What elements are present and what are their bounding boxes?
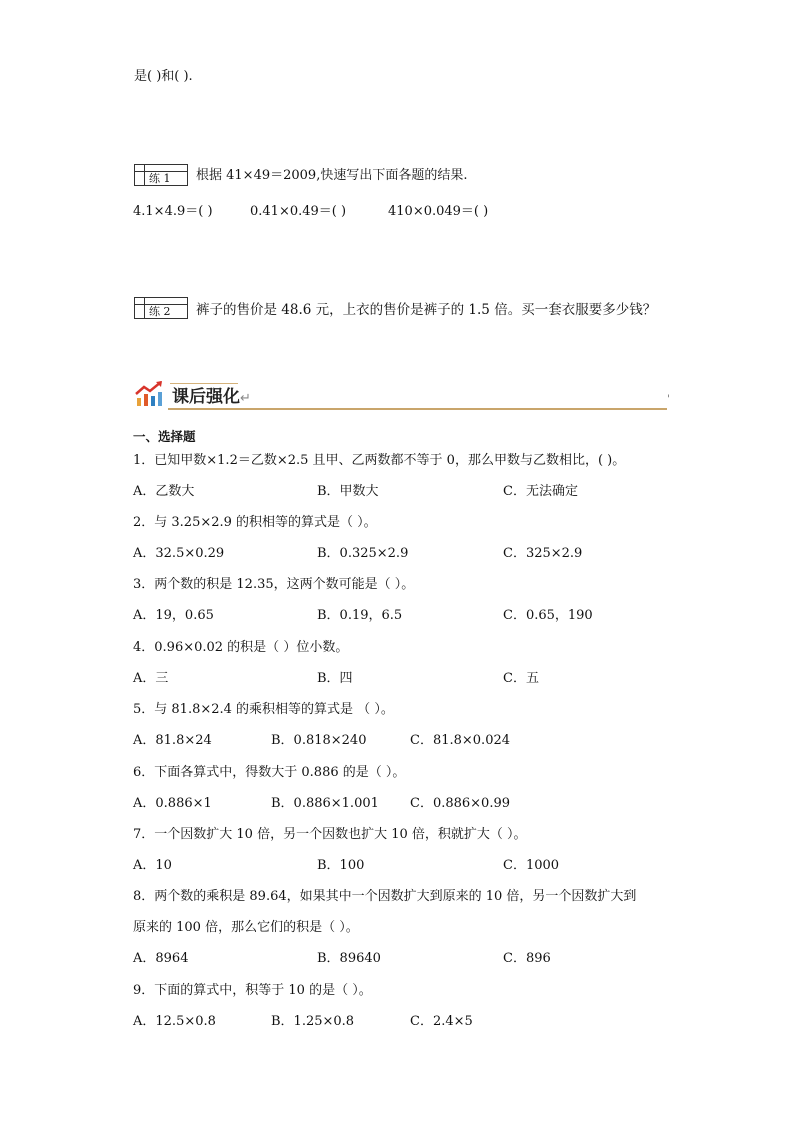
question-stem: 9．下面的算式中，积等于 10 的是（ ）。 bbox=[133, 983, 372, 998]
choice-option: B．四 bbox=[317, 671, 353, 686]
choice-option: A．8964 bbox=[133, 951, 189, 966]
choice-option: A．19，0.65 bbox=[133, 608, 214, 623]
intro-line: 是( )和( ). bbox=[134, 69, 193, 84]
choice-option: B．89640 bbox=[317, 951, 381, 966]
choice-option: C．1000 bbox=[503, 858, 560, 873]
question-stem: 5．与 81.8×2.4 的乘积相等的算式是 （ ）。 bbox=[133, 702, 394, 717]
choice-option: C．无法确定 bbox=[503, 484, 578, 499]
chart-arrow-icon bbox=[134, 380, 166, 408]
choice-option: C．2.4×5 bbox=[410, 1014, 473, 1029]
question-stem: 6．下面各算式中，得数大于 0.886 的是（ ）。 bbox=[133, 765, 406, 780]
choice-option: A．32.5×0.29 bbox=[133, 546, 225, 561]
choice-option: C．325×2.9 bbox=[503, 546, 583, 561]
question-stem: 8．两个数的乘积是 89.64，如果其中一个因数扩大到原来的 10 倍，另一个因数扩大到 bbox=[133, 889, 637, 904]
question-stem: 3．两个数的积是 12.35，这两个数可能是（ ）。 bbox=[133, 577, 415, 592]
section-top-accent bbox=[170, 383, 238, 384]
choice-option: B．0.886×1.001 bbox=[271, 796, 379, 811]
practice-2-prompt: 裤子的售价是 48.6 元，上衣的售价是裤子的 1.5 倍。买一套衣服要多少钱？ bbox=[196, 302, 657, 318]
choice-option: B．0.19，6.5 bbox=[317, 608, 403, 623]
question-stem: 7．一个因数扩大 10 倍，另一个因数也扩大 10 倍，积就扩大（ ）。 bbox=[133, 827, 527, 842]
choice-option: A．81.8×24 bbox=[133, 733, 212, 748]
choice-option: C．0.65，190 bbox=[503, 608, 593, 623]
choice-option: B．甲数大 bbox=[317, 484, 379, 499]
corner-mark: ' bbox=[667, 394, 670, 405]
part-heading: 一、选择题 bbox=[133, 429, 196, 444]
question-stem: 1．已知甲数×1.2＝乙数×2.5 且甲、乙两数都不等于 0，那么甲数与乙数相比，( )。 bbox=[133, 453, 626, 468]
question-stem-continued: 原来的 100 倍，那么它们的积是（ ）。 bbox=[133, 920, 359, 935]
question-stem: 2．与 3.25×2.9 的积相等的算式是（ ）。 bbox=[133, 515, 377, 530]
practice-1-badge-label: 练 1 bbox=[149, 172, 171, 185]
choice-option: A．10 bbox=[133, 858, 172, 873]
choice-option: A．乙数大 bbox=[133, 484, 195, 499]
choice-option: A．12.5×0.8 bbox=[133, 1014, 216, 1029]
choice-option: C．896 bbox=[503, 951, 551, 966]
choice-option: A．0.886×1 bbox=[133, 796, 212, 811]
question-stem: 4．0.96×0.02 的积是（ ）位小数。 bbox=[133, 640, 349, 655]
practice-1-badge bbox=[134, 164, 188, 186]
choice-option: A．三 bbox=[133, 671, 169, 686]
choice-option: B．100 bbox=[317, 858, 365, 873]
choice-option: B．0.325×2.9 bbox=[317, 546, 409, 561]
section-title bbox=[172, 387, 251, 409]
choice-option: B．0.818×240 bbox=[271, 733, 367, 748]
choice-option: C．五 bbox=[503, 671, 539, 686]
practice-2-badge bbox=[134, 297, 188, 319]
practice-1-item-2: 0.41×0.49＝( ) bbox=[250, 204, 347, 219]
return-mark: ↵ bbox=[240, 391, 251, 406]
practice-1-item-3: 410×0.049＝( ) bbox=[388, 204, 489, 219]
choice-option: B．1.25×0.8 bbox=[271, 1014, 355, 1029]
practice-1-prompt: 根据 41×49＝2009,快速写出下面各题的结果. bbox=[196, 168, 468, 183]
practice-1-item-1: 4.1×4.9＝( ) bbox=[133, 204, 213, 219]
choice-option: C．0.886×0.99 bbox=[410, 796, 511, 811]
section-title-text: 课后强化 bbox=[172, 387, 240, 407]
practice-2-badge-label: 练 2 bbox=[149, 305, 171, 318]
section-underline bbox=[168, 408, 667, 410]
choice-option: C．81.8×0.024 bbox=[410, 733, 511, 748]
